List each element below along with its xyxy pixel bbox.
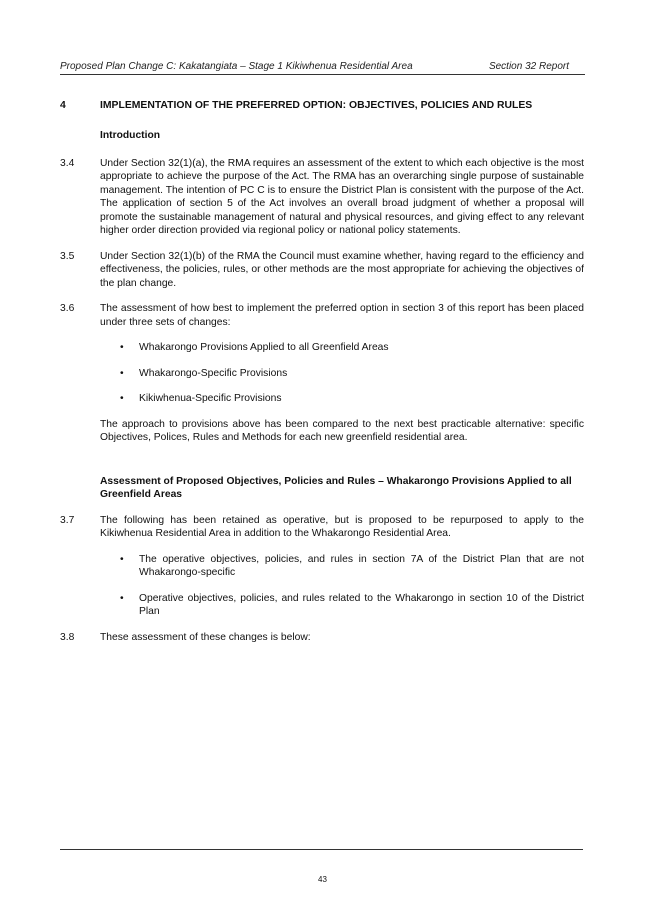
list-item-text: Operative objectives, policies, and rules related to the Whakarongo in section 10 of the District Plan <box>139 592 584 617</box>
section-heading <box>60 99 584 113</box>
list-item-text: Kikiwhenua-Specific Provisions <box>139 393 282 404</box>
list-item-text: The operative objectives, policies, and rules in section 7A of the District Plan that are not Whakarongo-specific <box>139 553 584 578</box>
list-item-text: Whakarongo-Specific Provisions <box>139 367 288 379</box>
bullet-icon: • <box>120 342 124 353</box>
paragraph-3-8 <box>60 631 584 645</box>
paragraph-3-7 <box>60 514 584 541</box>
bullet-icon: • <box>120 592 124 604</box>
list-item <box>60 592 584 619</box>
list-item <box>60 553 584 580</box>
paragraph-text: The assessment of how best to implement the preferred option in section 3 of this report has been placed under three sets of changes: <box>100 303 584 328</box>
bullet-icon: • <box>120 367 124 379</box>
page-number: 43 <box>318 875 327 884</box>
paragraph-text: Under Section 32(1)(b) of the RMA the Council must examine whether, having regard to the efficiency and effectiveness, the policies, rules, or other methods are the most appropriate for achieving the objectives of the plan change. <box>100 250 584 289</box>
paragraph-3-4 <box>60 157 584 238</box>
list-item <box>60 341 584 355</box>
paragraph-text: These assessment of these changes is below: <box>100 631 311 643</box>
footer-divider <box>60 849 583 850</box>
introduction-heading: Introduction <box>100 130 161 141</box>
paragraph-text: The following has been retained as operative, but is proposed to be repurposed to apply to the Kikiwhenua Residential Area in addition to the Whakarongo Residential Area. <box>100 514 584 539</box>
bullet-icon: • <box>120 553 124 565</box>
assessment-heading: Assessment of Proposed Objectives, Policies and Rules – Whakarongo Provisions Applied to all Greenfield Areas <box>100 475 572 500</box>
paragraph-number: 3.7 <box>60 514 75 526</box>
paragraph-number: 3.6 <box>60 303 75 314</box>
list-item <box>60 367 584 381</box>
page-body <box>60 99 584 644</box>
header-report-name: Section 32 Report <box>488 61 569 72</box>
paragraph-number: 3.4 <box>60 157 75 169</box>
paragraph-number: 3.5 <box>60 250 75 262</box>
list-item-text: Whakarongo Provisions Applied to all Greenfield Areas <box>139 342 389 353</box>
bullet-icon: • <box>120 393 124 404</box>
list-item <box>60 392 584 406</box>
page-header <box>60 61 585 75</box>
paragraph-3-5 <box>60 250 584 291</box>
header-divider <box>60 74 585 75</box>
paragraph-3-6-followup: The approach to provisions above has been compared to the next best practicable alternative: specific Objectives, Polices, Rules and Methods for each new greenfield residential area. <box>100 418 584 443</box>
section-number: 4 <box>60 100 66 111</box>
paragraph-number: 3.8 <box>60 631 75 643</box>
paragraph-3-6 <box>60 302 584 329</box>
paragraph-text: Under Section 32(1)(a), the RMA requires an assessment of the extent to which each objective is the most appropriate to achieve the purpose of the Act. The RMA has an overarching single purpose of sustainable management. The intention of PC C is to ensure the District Plan is consistent with the purpose of the Act. The application of section 5 of the Act involves an overall broad judgment of whether a proposal will promote the sustainable management of natural and physical resources, and giving effect to any relevant higher order direction provided via regional policy or national policy statements. <box>100 157 584 236</box>
header-document-title: Proposed Plan Change C: Kakatangiata – Stage 1 Kikiwhenua Residential Area <box>60 61 413 72</box>
section-title: IMPLEMENTATION OF THE PREFERRED OPTION: OBJECTIVES, POLICIES AND RULES <box>100 100 533 111</box>
